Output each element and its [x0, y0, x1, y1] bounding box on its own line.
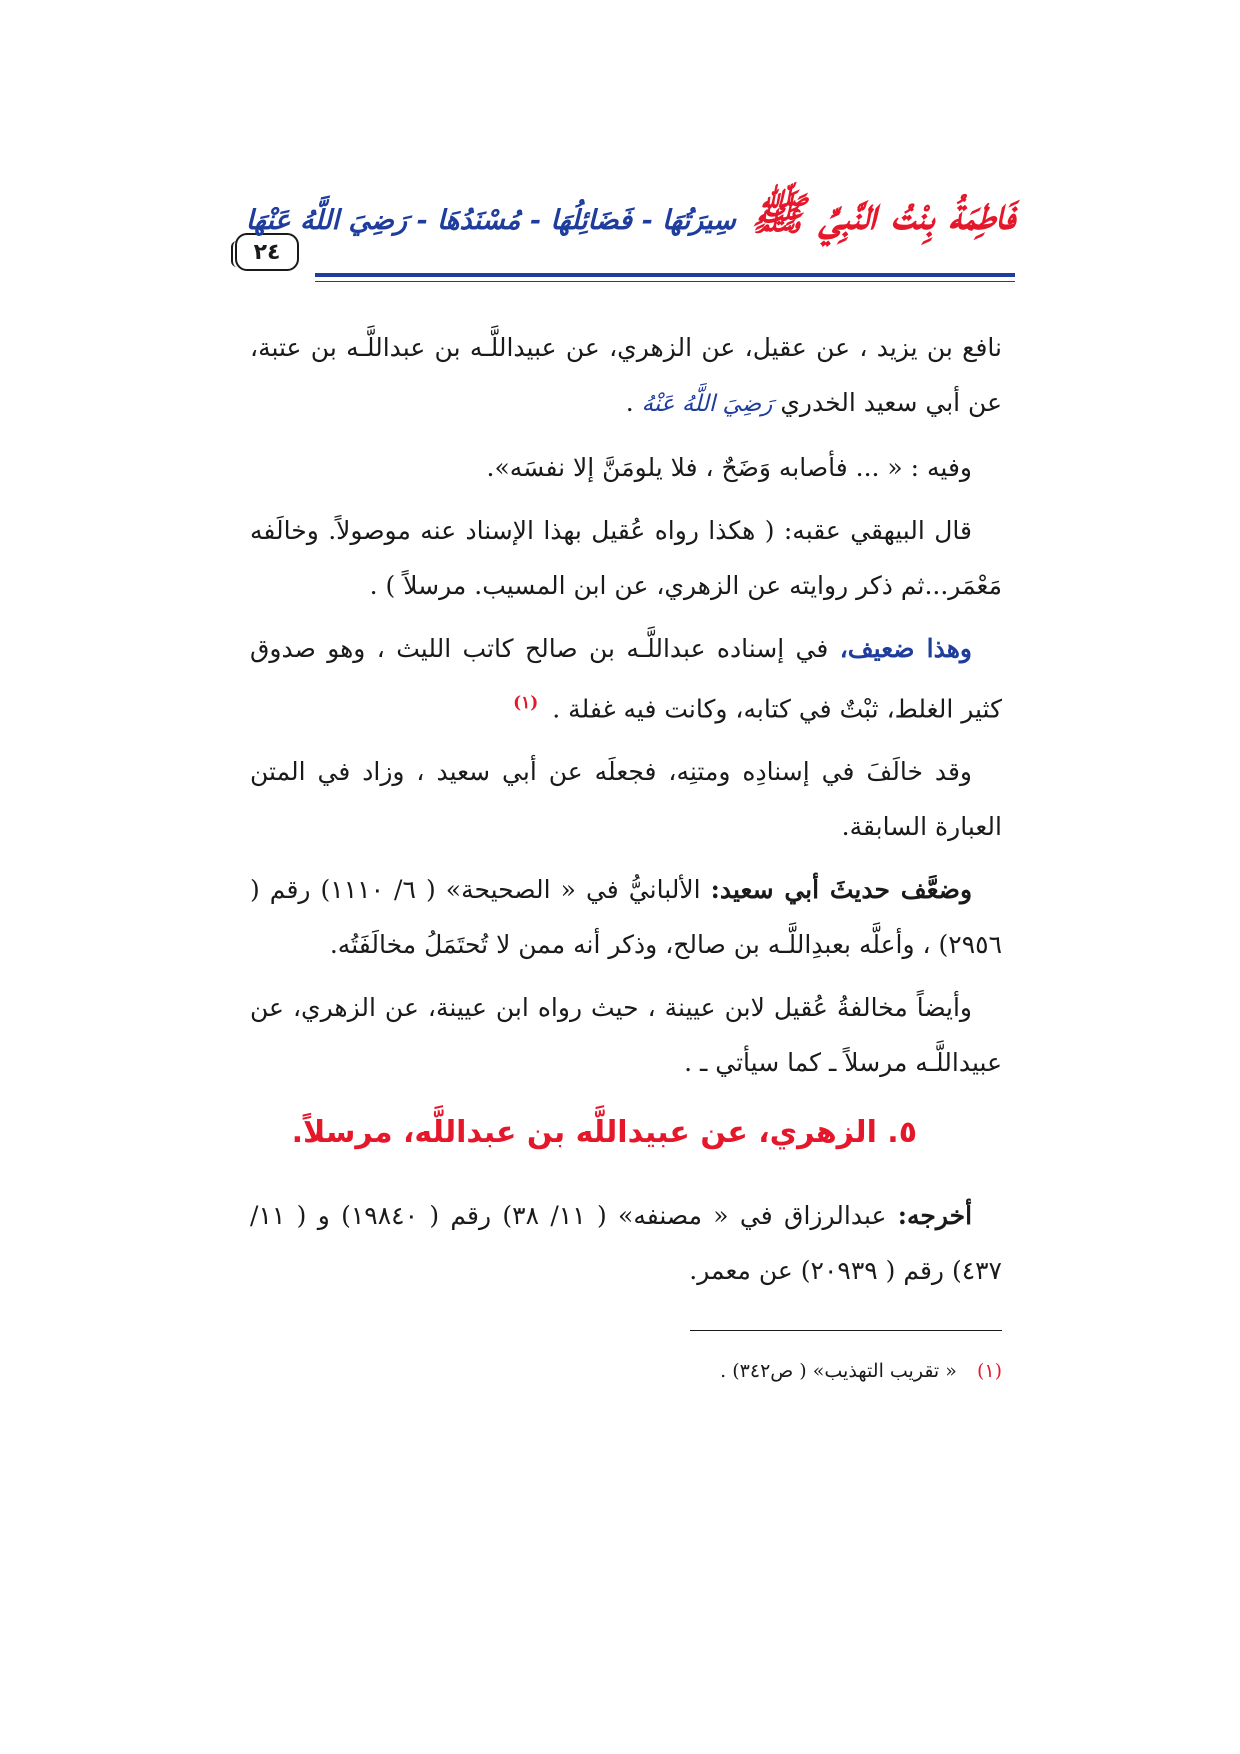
footnote-text: « تقريب التهذيب» ( ص٣٤٢) . [720, 1360, 957, 1382]
paragraph-5: وقد خالَفَ في إسنادِه ومتنِه، فجعلَه عن أبي سعيد ، وزاد في المتن العبارة السابقة. [250, 757, 1002, 842]
book-title [246, 187, 1015, 251]
paragraph-4-text: في إسناده عبداللَّـه بن صالح كاتب الليث ، وهو صدوق كثير الغلط، ثبْتٌ في كتابه، وكانت فيه غفلة . [250, 634, 1002, 724]
paragraph-4 [250, 621, 1002, 736]
honorific: رَضِيَ اللَّهُ عَنْهُ [641, 391, 773, 417]
footnote [500, 1360, 1002, 1382]
page-header [235, 185, 1015, 285]
paragraph-8-lead: أخرجه: [897, 1201, 973, 1231]
header-rule-thin [315, 281, 1015, 282]
header-rule [315, 273, 1015, 277]
page-number: ٢٤ [235, 233, 299, 271]
grading-label: وهذا ضعيف، [839, 634, 972, 663]
section-heading: ٥. الزهري، عن عبيداللَّه بن عبداللَّه، مرسلاً. [291, 1115, 917, 1151]
paragraph-1 [250, 320, 1002, 432]
paragraph-3: قال البيهقي عقبه: ( هكذا رواه عُقيل بهذا الإسناد عنه موصولاً. وخالَفه مَعْمَر...ثم ذكر روايته عن الزهري، عن ابن المسيب. مرسلاً ) . [250, 516, 1002, 600]
footnote-ref[interactable]: (١) [513, 693, 539, 713]
book-title-main: فَاطِمَةُ بِنْتُ النَّبِيِّ ﷺ [751, 189, 1015, 240]
book-title-sub: سِيرَتُهَا - فَضَائِلُهَا - مُسْنَدُهَا - رَضِيَ اللَّهُ عَنْهَا [245, 205, 736, 236]
footnote-number: (١) [976, 1360, 1002, 1382]
paragraph-2: وفيه : « ... فأصابه وَضَحٌ ، فلا يلومَنَّ إلا نفسَه». [486, 453, 972, 482]
footnote-divider [690, 1330, 1002, 1331]
page-body [250, 320, 1002, 1306]
paragraph-1-text: نافع بن يزيد ، عن عقيل، عن الزهري، عن عبيداللَّـه بن عبداللَّـه بن عتبة، عن أبي سعيد الخدري [250, 333, 1002, 417]
paragraph-8 [250, 1188, 1002, 1298]
paragraph-7: وأيضاً مخالفةُ عُقيل لابن عيينة ، حيث رواه ابن عيينة، عن الزهري، عن عبيداللَّـه مرسلاً ـ كما سيأتي ـ . [250, 993, 1002, 1078]
paragraph-1-end: . [625, 388, 634, 417]
paragraph-8-text: عبدالرزاق في « مصنفه» ( ١١/ ٣٨) رقم ( ١٩٨٤٠) و ( ١١/ ٤٣٧) رقم ( ٢٠٩٣٩) عن معمر. [250, 1201, 1002, 1286]
paragraph-6-lead: وضعَّف حديثَ أبي سعيد: [710, 875, 973, 905]
paragraph-6 [250, 862, 1002, 972]
paragraph-6-text: الألبانيُّ في « الصحيحة» ( ٦/ ١١١٠) رقم ( ٢٩٥٦) ، وأعلَّه بعبدِاللَّـه بن صالح، وذكر أنه ممن لا تُحتَمَلُ مخالَفَتُه. [250, 875, 1002, 960]
